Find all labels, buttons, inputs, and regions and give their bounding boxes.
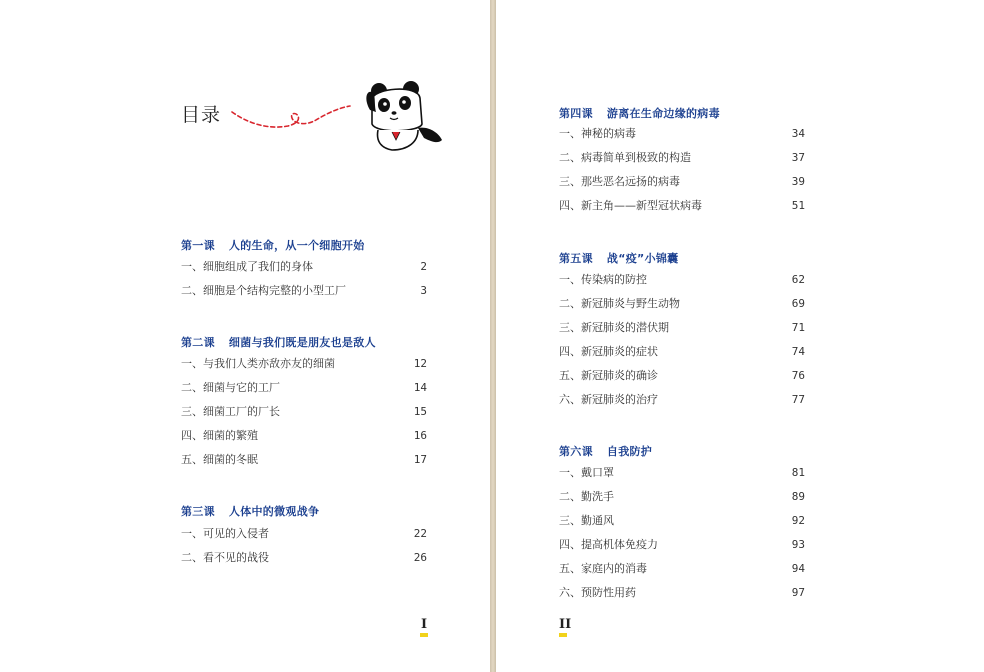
entry-title: 三、细菌工厂的厂长 [181,405,280,418]
toc-entry[interactable] [559,537,805,553]
chapter-label: 第五课 [559,252,593,265]
entry-title: 四、新主角——新型冠状病毒 [559,199,702,212]
chapter-1-heading[interactable] [181,237,365,253]
entry-title: 四、新冠肺炎的症状 [559,345,658,358]
toc-entry[interactable] [559,272,805,288]
entry-page-number: 62 [791,273,805,286]
toc-entry[interactable] [559,368,805,384]
toc-entry[interactable] [181,550,427,566]
toc-entry[interactable] [559,296,805,312]
entry-title: 二、细菌与它的工厂 [181,381,280,394]
page-folio-left: I [421,617,428,632]
chapter-title: 战“疫”小锦囊 [606,252,679,265]
entry-page-number: 69 [791,297,805,310]
chapter-5-heading[interactable] [559,250,678,266]
entry-title: 二、看不见的战役 [181,551,269,564]
chapter-title: 细菌与我们既是朋友也是敌人 [228,336,376,349]
toc-entry[interactable] [559,150,805,166]
dashed-heart-line-icon [226,100,356,136]
entry-title: 五、细菌的冬眠 [181,453,258,466]
entry-page-number: 51 [791,199,805,212]
toc-entry[interactable] [559,561,805,577]
chapter-label: 第一课 [181,239,215,252]
chapter-title: 人的生命，从一个细胞开始 [228,239,365,252]
toc-title: 目录 [181,104,222,126]
entry-title: 一、可见的入侵者 [181,527,269,540]
entry-title: 六、新冠肺炎的治疗 [559,393,658,406]
entry-page-number: 14 [413,381,427,394]
entry-title: 一、细胞组成了我们的身体 [181,260,313,273]
entry-page-number: 97 [791,586,805,599]
toc-entry[interactable] [181,356,427,372]
entry-title: 六、预防性用药 [559,586,636,599]
chapter-label: 第三课 [181,505,215,518]
chapter-label: 第二课 [181,336,215,349]
chapter-title: 游离在生命边缘的病毒 [606,107,720,120]
chapter-6-heading[interactable] [559,443,652,459]
entry-page-number: 92 [791,514,805,527]
entry-page-number: 77 [791,393,805,406]
entry-title: 一、传染病的防控 [559,273,647,286]
toc-entry[interactable] [559,126,805,142]
toc-entry[interactable] [559,489,805,505]
entry-page-number: 2 [420,260,427,273]
entry-page-number: 76 [791,369,805,382]
toc-entry[interactable] [559,465,805,481]
entry-title: 四、提高机体免疫力 [559,538,658,551]
entry-page-number: 71 [791,321,805,334]
toc-entry[interactable] [559,392,805,408]
chapter-title: 自我防护 [606,445,653,458]
entry-page-number: 94 [791,562,805,575]
toc-entry[interactable] [181,428,427,444]
entry-title: 五、新冠肺炎的确诊 [559,369,658,382]
entry-page-number: 81 [791,466,805,479]
entry-title: 一、神秘的病毒 [559,127,636,140]
entry-title: 二、勤洗手 [559,490,614,503]
chapter-title: 人体中的微观战争 [228,505,320,518]
toc-entry[interactable] [181,380,427,396]
entry-title: 二、新冠肺炎与野生动物 [559,297,680,310]
chapter-label: 第六课 [559,445,593,458]
toc-entry[interactable] [559,174,805,190]
entry-page-number: 39 [791,175,805,188]
entry-title: 三、勤通风 [559,514,614,527]
entry-page-number: 26 [413,551,427,564]
chapter-label: 第四课 [559,107,593,120]
toc-entry[interactable] [559,320,805,336]
entry-title: 三、那些恶名远扬的病毒 [559,175,680,188]
entry-title: 二、细胞是个结构完整的小型工厂 [181,284,346,297]
entry-page-number: 74 [791,345,805,358]
toc-entry[interactable] [559,513,805,529]
page-folio-right: II [559,617,572,632]
entry-title: 一、与我们人类亦敌亦友的细菌 [181,357,335,370]
toc-entry[interactable] [181,452,427,468]
entry-title: 一、戴口罩 [559,466,614,479]
toc-entry[interactable] [181,283,427,299]
toc-entry[interactable] [181,404,427,420]
chapter-4-heading[interactable] [559,105,720,121]
toc-entry[interactable] [559,198,805,214]
folio-mark-left [420,633,428,637]
toc-entry[interactable] [559,344,805,360]
toc-entry[interactable] [559,585,805,601]
entry-title: 三、新冠肺炎的潜伏期 [559,321,669,334]
entry-page-number: 89 [791,490,805,503]
entry-page-number: 16 [413,429,427,442]
entry-page-number: 17 [413,453,427,466]
entry-title: 二、病毒简单到极致的构造 [559,151,691,164]
entry-page-number: 93 [791,538,805,551]
toc-entry[interactable] [181,526,427,542]
entry-page-number: 15 [413,405,427,418]
panda-mascot-icon [362,80,448,154]
entry-page-number: 22 [413,527,427,540]
chapter-3-heading[interactable] [181,503,319,519]
entry-title: 五、家庭内的消毒 [559,562,647,575]
entry-title: 四、细菌的繁殖 [181,429,258,442]
entry-page-number: 3 [420,284,427,297]
folio-mark-right [559,633,567,637]
entry-page-number: 34 [791,127,805,140]
entry-page-number: 12 [413,357,427,370]
toc-entry[interactable] [181,259,427,275]
entry-page-number: 37 [791,151,805,164]
chapter-2-heading[interactable] [181,334,376,350]
